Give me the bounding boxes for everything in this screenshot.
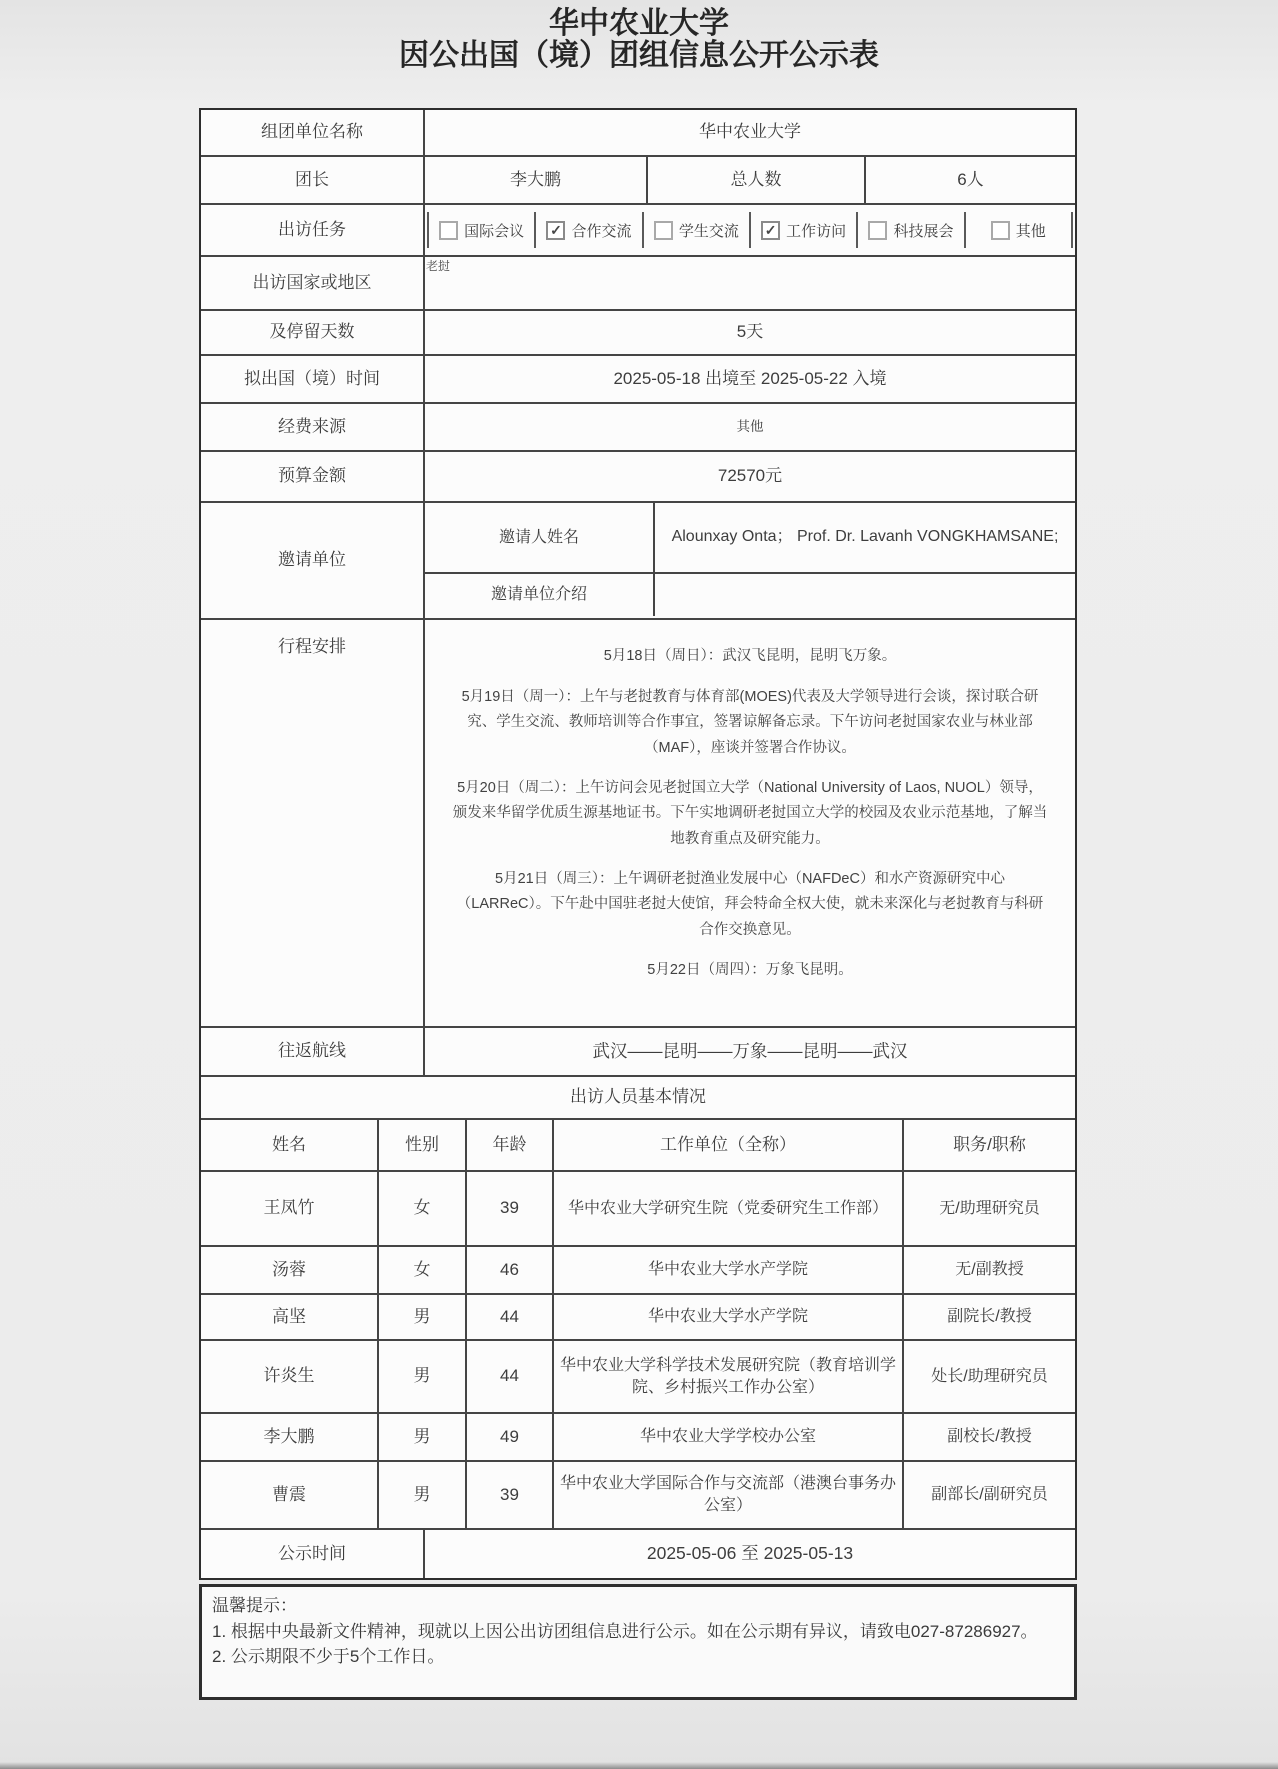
row-route	[201, 1028, 1075, 1077]
mission-option-tech-expo	[856, 212, 963, 248]
field-label-inviter: 邀请单位	[201, 503, 423, 618]
row-group-unit	[201, 110, 1075, 157]
itinerary-day4: 5月21日（周三）：上午调研老挝渔业发展中心（NAFDeC）和水产资源研究中心（LARReC）。下午赴中国驻老挝大使馆，拜会特命全权大使，就未来深化与老挝教育与科研合作交换意见。	[456, 871, 1044, 938]
personnel-header-name: 姓名	[201, 1120, 377, 1170]
document-title	[0, 8, 1278, 72]
row-duration	[201, 311, 1075, 356]
field-value-inviter-name: Alounxay Onta； Prof. Dr. Lavanh VONGKHAMSANE;	[653, 503, 1075, 572]
checkbox-checked-icon: ✓	[546, 221, 565, 240]
itinerary-day1: 5月18日（周日）：武汉飞昆明，昆明飞万象。	[603, 648, 897, 665]
personnel-title: 副校长/教授	[902, 1414, 1075, 1460]
personnel-unit: 华中农业大学科学技术发展研究院（教育培训学院、乡村振兴工作办公室）	[552, 1341, 902, 1412]
personnel-row	[201, 1295, 1075, 1341]
row-personnel-section	[201, 1077, 1075, 1120]
personnel-title: 副部长/副研究员	[902, 1462, 1075, 1528]
personnel-header-sex: 性别	[377, 1120, 465, 1170]
personnel-sex: 男	[377, 1295, 465, 1339]
field-value-leader: 李大鹏	[423, 157, 646, 203]
field-label-total: 总人数	[646, 157, 864, 203]
notice-box	[199, 1584, 1077, 1700]
field-value-duration: 5天	[423, 311, 1075, 354]
personnel-unit: 华中农业大学水产学院	[552, 1295, 902, 1339]
personnel-header-unit: 工作单位（全称）	[552, 1120, 902, 1170]
field-label-dates: 拟出国（境）时间	[201, 356, 423, 402]
notice-title: 温馨提示：	[212, 1596, 297, 1615]
mission-option-student-exchange	[642, 212, 749, 248]
field-label-inviter-name: 邀请人姓名	[425, 503, 653, 572]
field-value-dates: 2025-05-18 出境至 2025-05-22 入境	[423, 356, 1075, 402]
personnel-age: 49	[465, 1414, 552, 1460]
checkbox-icon	[654, 221, 673, 240]
itinerary-day3: 5月20日（周二）：上午访问会见老挝国立大学（National University of Laos, NUOL）领导，颁发来华留学优质生源基地证书。下午实地调研老挝国立大学的校园及农业示范基地，了解当地教育重点及研究能力。	[452, 779, 1048, 847]
field-value-total: 6人	[864, 157, 1075, 203]
personnel-row	[201, 1462, 1075, 1530]
checkbox-icon	[868, 221, 887, 240]
personnel-sex: 男	[377, 1341, 465, 1412]
field-value-group-unit: 华中农业大学	[423, 110, 1075, 155]
personnel-title: 副院长/教授	[902, 1295, 1075, 1339]
personnel-row	[201, 1172, 1075, 1247]
field-value-route: 武汉——昆明——万象——昆明——武汉	[423, 1028, 1075, 1075]
form-table	[199, 108, 1077, 1580]
inviter-subtable	[423, 503, 1075, 618]
personnel-unit: 华中农业大学国际合作与交流部（港澳台事务办公室）	[552, 1462, 902, 1528]
field-label-mission: 出访任务	[201, 205, 423, 255]
personnel-name: 许炎生	[201, 1341, 377, 1412]
personnel-sex: 女	[377, 1172, 465, 1245]
page-bottom-shadow	[0, 1762, 1278, 1769]
mission-option-label: 工作访问	[786, 222, 847, 240]
mission-option-label: 其他	[1015, 222, 1046, 240]
field-label-route: 往返航线	[201, 1028, 423, 1075]
mission-option-label: 科技展会	[893, 222, 954, 240]
mission-option-label: 合作交流	[571, 222, 632, 240]
itinerary-day5: 5月22日（周四）：万象飞昆明。	[647, 962, 853, 979]
field-label-funding: 经费来源	[201, 404, 423, 450]
personnel-sex: 男	[377, 1462, 465, 1528]
row-inviter-intro	[425, 574, 1075, 616]
itinerary-text	[423, 620, 1075, 1026]
checkbox-checked-icon: ✓	[761, 221, 780, 240]
title-line2: 因公出国（境）团组信息公开公示表	[399, 39, 879, 72]
personnel-row	[201, 1247, 1075, 1295]
personnel-age: 39	[465, 1172, 552, 1245]
personnel-sex: 女	[377, 1247, 465, 1293]
mission-option-work-visit	[749, 212, 856, 248]
mission-option-cooperation-exchange	[534, 212, 641, 248]
row-inviter	[201, 503, 1075, 620]
checkbox-icon	[991, 221, 1010, 240]
personnel-row	[201, 1341, 1075, 1414]
checkbox-icon	[439, 221, 458, 240]
row-destination	[201, 257, 1075, 311]
field-label-itinerary: 行程安排	[201, 620, 423, 1026]
field-label-duration: 及停留天数	[201, 311, 423, 354]
personnel-name: 汤蓉	[201, 1247, 377, 1293]
field-value-funding: 其他	[423, 404, 1075, 450]
personnel-row	[201, 1414, 1075, 1462]
notice-item: 2. 公示期限不少于5个工作日。	[212, 1647, 445, 1666]
personnel-age: 44	[465, 1341, 552, 1412]
personnel-header-age: 年龄	[465, 1120, 552, 1170]
notice-item: 1. 根据中央最新文件精神，现就以上因公出访团组信息进行公示。如在公示期有异议，请致电027-87286927。	[212, 1621, 1038, 1641]
mission-option-label: 国际会议	[464, 222, 525, 240]
row-leader	[201, 157, 1075, 205]
personnel-unit: 华中农业大学研究生院（党委研究生工作部）	[552, 1172, 902, 1245]
field-value-inviter-intro	[653, 574, 1075, 616]
personnel-age: 44	[465, 1295, 552, 1339]
title-line1: 华中农业大学	[549, 7, 729, 40]
personnel-sex: 男	[377, 1414, 465, 1460]
row-funding	[201, 404, 1075, 452]
row-mission	[201, 205, 1075, 257]
field-label-group-unit: 组团单位名称	[201, 110, 423, 155]
field-label-publicity: 公示时间	[201, 1530, 423, 1578]
field-label-leader: 团长	[201, 157, 423, 203]
field-label-inviter-intro: 邀请单位介绍	[425, 574, 653, 616]
personnel-unit: 华中农业大学学校办公室	[552, 1414, 902, 1460]
personnel-age: 39	[465, 1462, 552, 1528]
personnel-title: 无/副教授	[902, 1247, 1075, 1293]
personnel-unit: 华中农业大学水产学院	[552, 1247, 902, 1293]
row-dates	[201, 356, 1075, 404]
mission-options	[423, 205, 1075, 255]
row-budget	[201, 452, 1075, 503]
personnel-header-row	[201, 1120, 1075, 1172]
itinerary-day2: 5月19日（周一）：上午与老挝教育与体育部(MOES)代表及大学领导进行会谈，探讨联合研究、学生交流、教师培训等合作事宜，签署谅解备忘录。下午访问老挝国家农业与林业部（MAF），座谈并签署合作协议。	[461, 688, 1039, 756]
personnel-title: 无/助理研究员	[902, 1172, 1075, 1245]
mission-option-label: 学生交流	[678, 222, 739, 240]
personnel-name: 高坚	[201, 1295, 377, 1339]
personnel-age: 46	[465, 1247, 552, 1293]
personnel-header-title: 职务/职称	[902, 1120, 1075, 1170]
row-itinerary	[201, 620, 1075, 1028]
field-label-budget: 预算金额	[201, 452, 423, 501]
personnel-name: 李大鹏	[201, 1414, 377, 1460]
mission-option-international-conference	[427, 212, 534, 248]
personnel-title: 处长/助理研究员	[902, 1341, 1075, 1412]
field-value-destination: 老挝	[423, 257, 1075, 309]
field-label-destination: 出访国家或地区	[201, 257, 423, 309]
row-publicity	[201, 1530, 1075, 1578]
personnel-name: 王凤竹	[201, 1172, 377, 1245]
row-inviter-name	[425, 503, 1075, 574]
personnel-name: 曹震	[201, 1462, 377, 1528]
field-value-publicity: 2025-05-06 至 2025-05-13	[423, 1530, 1075, 1578]
field-value-budget: 72570元	[423, 452, 1075, 501]
personnel-section-title: 出访人员基本情况	[201, 1077, 1075, 1118]
mission-option-other	[964, 212, 1071, 248]
